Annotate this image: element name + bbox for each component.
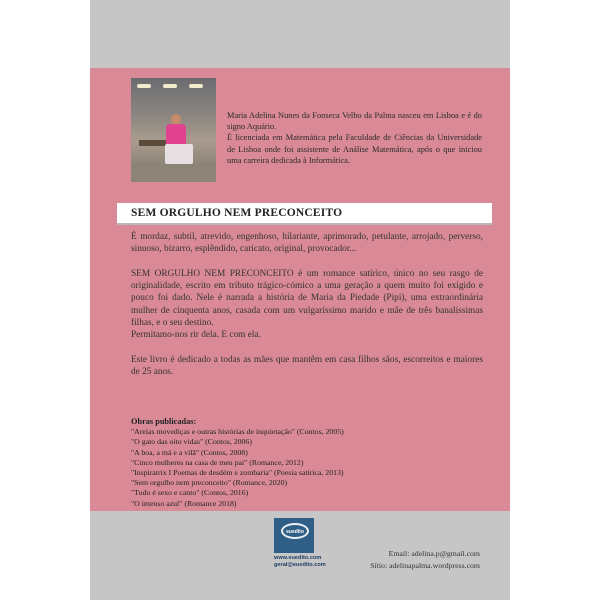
publication-item: "Inspiratrix I Poemas de desdém e zombaria" (Poesia satírica, 2013) <box>131 468 344 478</box>
publisher-email: geral@euedito.com <box>274 562 326 568</box>
logo-label: euedito <box>286 529 304 535</box>
ceiling-lamp <box>189 84 203 88</box>
bio-paragraph: É licenciada em Matemática pela Faculdade de Ciências da Universidade de Lisboa onde foi assistente de Análise Matemática, após o que iniciou uma carreira dedicada à Informática. <box>227 133 482 165</box>
dedication: Este livro é dedicado a todas as mães que mantêm em casa filhos sãos, escorreitos e maiores de 25 anos. <box>131 354 483 378</box>
photo-floor <box>131 166 216 182</box>
book-title: SEM ORGULHO NEM PRECONCEITO <box>131 207 343 219</box>
author-photo <box>131 78 216 182</box>
photo-person-legs <box>165 144 193 164</box>
publications-list <box>131 417 431 509</box>
author-contacts <box>350 548 480 571</box>
publication-item: "O imenso azul" (Romance 2018) <box>131 498 237 508</box>
author-bio <box>227 110 482 166</box>
publisher-site: www.euedito.com <box>274 555 322 561</box>
publication-item: "Tudo é sexo e canto" (Contos, 2016) <box>131 488 249 498</box>
synopsis-paragraph: É mordaz, subtil, atrevido, engenhoso, hilariante, aprimorado, petulante, arrojado, perverso, sinuoso, bizarro, esplêndido, caricato, original, provocador... <box>131 232 483 255</box>
publisher-contact <box>274 555 334 569</box>
bio-paragraph: Maria Adelina Nunes da Fonseca Velho da Palma nasceu em Lisboa e é do signo Aquário. <box>227 111 482 132</box>
publication-item: "A boa, a má e a vilã" (Contos, 2008) <box>131 447 248 457</box>
synopsis-paragraph: SEM ORGULHO NEM PRECONCEITO é um romance satírico, único no seu rasgo de originalidade, escrito em tributo trágico-cómico a uma geração a quem muito foi exigido e pouco foi dado. Nele é narrada a história de Maria da Piedade (Pipi), uma extraordinária mulher de cinquenta anos, casada com um vulgaríssimo marido e mãe de três banalíssimas filhas, e o seu destino. <box>131 268 483 329</box>
publication-item: "Sem orgulho nem preconceito" (Romance, 2020) <box>131 478 288 488</box>
ceiling-lamp <box>163 84 177 88</box>
publisher-logo <box>274 518 314 553</box>
publications-heading: Obras publicadas: <box>131 417 197 426</box>
synopsis <box>131 231 483 391</box>
publication-item: "O gato das oito vidas" (Contos, 2006) <box>131 437 252 447</box>
photo-person-body <box>166 124 186 146</box>
synopsis-paragraph: Permitamo-nos rir dela. E com ela. <box>131 330 261 341</box>
publication-item: "Areias movediças e outras histórias de inquietação" (Contos, 2005) <box>131 427 344 437</box>
ceiling-lamp <box>137 84 151 88</box>
author-website: Sítio: adelinapalma.wordpress.com <box>370 560 480 570</box>
publication-item: "Cinco mulheres na casa de meu pai" (Romance, 2012) <box>131 457 304 467</box>
author-email: Email: adelina.p@gmail.com <box>388 549 480 558</box>
